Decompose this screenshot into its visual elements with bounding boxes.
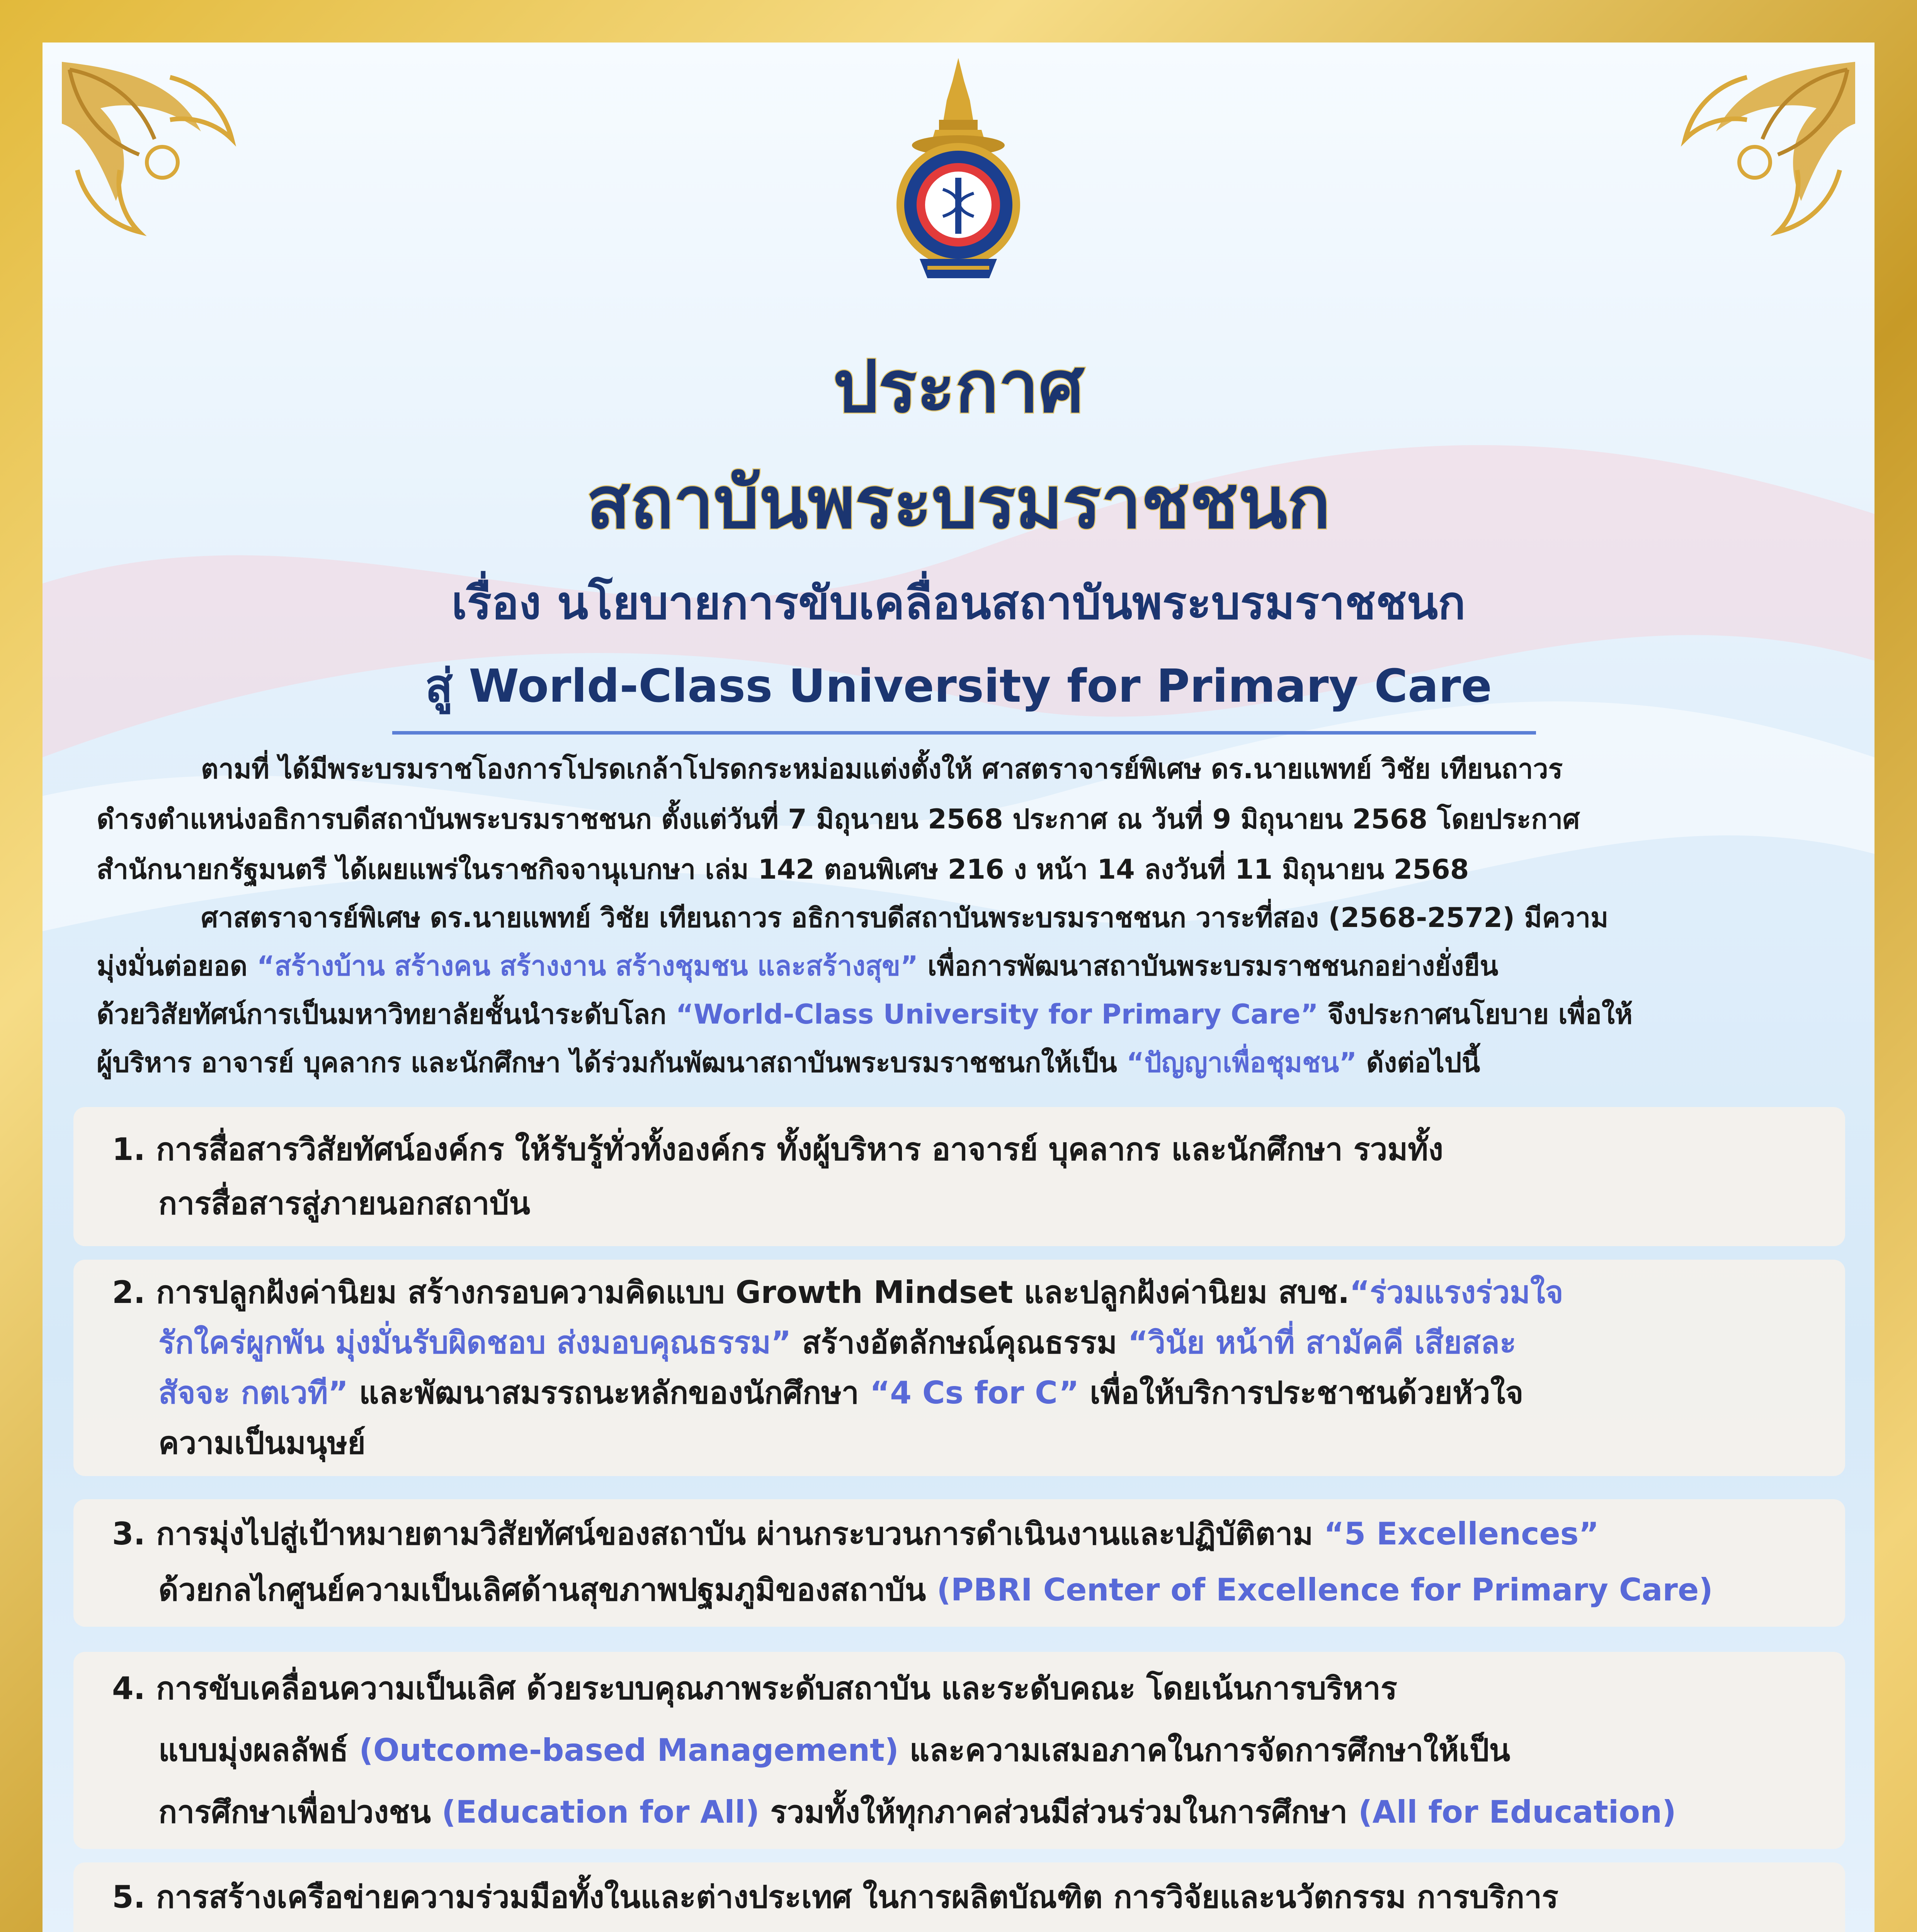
intro-line: สำนักนายกรัฐมนตรี ได้เผยแพร่ในราชกิจจานุเบกษา เล่ม 142 ตอนพิเศษ 216 ง หน้า 14 ลงวันที่ 11 มิถุนายน 2568: [97, 854, 1469, 885]
policy-item-1: [73, 1107, 1845, 1246]
policy-highlight: “ร่วมแรงร่วมใจ: [1349, 1274, 1563, 1310]
policy-line: [158, 1569, 1878, 1611]
policy-text: เพื่อให้บริการประชาชนด้วยหัวใจ: [1079, 1375, 1524, 1411]
policy-highlight: (All for Education): [1358, 1794, 1676, 1830]
policy-text: รวมทั้งให้ทุกภาคส่วนมีส่วนร่วมในการศึกษา: [759, 1794, 1359, 1830]
policy-text: แบบมุ่งผลลัพธ์: [158, 1732, 359, 1768]
policy-text: สร้างอัตลักษณ์คุณธรรม: [791, 1325, 1128, 1361]
intro-line: [97, 997, 1835, 1032]
policy-line: [112, 1513, 1832, 1555]
policy-text: การศึกษาเพื่อปวงชน: [158, 1794, 442, 1830]
policy-line: [112, 1271, 1832, 1314]
intro-highlight: “สร้างบ้าน สร้างคน สร้างงาน สร้างชุมชน และสร้างสุข”: [257, 950, 919, 982]
policy-item-4: [73, 1652, 1845, 1849]
subject-line-1: เรื่อง นโยบายการขับเคลื่อนสถาบันพระบรมราชชนก: [451, 576, 1466, 629]
policy-text: และพัฒนาสมรรถนะหลักของนักศึกษา: [348, 1375, 870, 1411]
intro-text: จึงประกาศนโยบาย เพื่อให้: [1318, 998, 1633, 1030]
policy-text: และความเสมอภาคในการจัดการศึกษาให้เป็น: [898, 1732, 1510, 1768]
intro-line: ดำรงตำแหน่งอธิการบดีสถาบันพระบรมราชชนก ตั้งแต่วันที่ 7 มิถุนายน 2568 ประกาศ ณ วันที่ 9 มิถุนายน 2568 โดยประกาศ: [97, 803, 1580, 835]
policy-item-3: [73, 1499, 1845, 1627]
policy-line: [158, 1372, 1878, 1414]
policy-item-5: [73, 1862, 1845, 1932]
intro-line: ศาสตราจารย์พิเศษ ดร.นายแพทย์ วิชัย เทียนถาวร อธิการบดีสถาบันพระบรมราชชนก วาระที่สอง (2568-2572) มีความ: [201, 902, 1609, 934]
ornament-corner-icon: [1647, 54, 1863, 270]
institute-name: สถาบันพระบรมราชชนก: [587, 460, 1330, 544]
intro-highlight: “World-Class University for Primary Care”: [675, 998, 1318, 1030]
intro-text: มุ่งมั่นต่อยอด: [97, 950, 257, 982]
policy-line: ความเป็นมนุษย์: [158, 1425, 366, 1461]
intro-line: [97, 949, 1835, 983]
policy-text: ด้วยกลไกศูนย์ความเป็นเลิศด้านสุขภาพปฐมภูมิของสถาบัน: [158, 1572, 937, 1608]
policy-highlight: สัจจะ กตเวที”: [158, 1375, 349, 1411]
policy-line: [158, 1321, 1878, 1364]
policy-line: 1. การสื่อสารวิสัยทัศน์องค์กร ให้รับรู้ทั่วทั้งองค์กร ทั้งผู้บริหาร อาจารย์ บุคลากร และนักศึกษา รวมทั้ง: [112, 1131, 1444, 1167]
document-title: ประกาศ: [833, 344, 1084, 429]
policy-highlight: “5 Excellences”: [1324, 1516, 1599, 1552]
subject-line-2: สู่ World-Class University for Primary Care: [425, 659, 1492, 713]
policy-highlight: รักใคร่ผูกพัน มุ่งมั่นรับผิดชอบ ส่งมอบคุณธรรม”: [158, 1325, 791, 1361]
intro-text: ผู้บริหาร อาจารย์ บุคลากร และนักศึกษา ได้ร่วมกันพัฒนาสถาบันพระบรมราชชนกให้เป็น: [97, 1047, 1127, 1078]
intro-line: [97, 1045, 1835, 1080]
institute-emblem-icon: [877, 54, 1039, 294]
intro-highlight: “ปัญญาเพื่อชุมชน”: [1126, 1047, 1357, 1078]
policy-line: 4. การขับเคลื่อนความเป็นเลิศ ด้วยระบบคุณภาพระดับสถาบัน และระดับคณะ โดยเน้นการบริหาร: [112, 1670, 1397, 1706]
policy-text: 2. การปลูกฝังค่านิยม สร้างกรอบความคิดแบบ Growth Mindset และปลูกฝังค่านิยม สบช.: [112, 1274, 1350, 1310]
policy-line: การสื่อสารสู่ภายนอกสถาบัน: [158, 1185, 531, 1221]
policy-highlight: “4 Cs for C”: [869, 1375, 1079, 1411]
intro-text: ดังต่อไปนี้: [1357, 1047, 1480, 1078]
policy-line: [158, 1729, 1878, 1772]
policy-item-2: [73, 1260, 1845, 1476]
policy-line: [158, 1791, 1878, 1833]
policy-text: 3. การมุ่งไปสู่เป้าหมายตามวิสัยทัศน์ของสถาบัน ผ่านกระบวนการดำเนินงานและปฏิบัติตาม: [112, 1516, 1324, 1552]
policy-highlight: (Outcome-based Management): [359, 1732, 899, 1768]
policy-highlight: “วินัย หน้าที่ สามัคคี เสียสละ: [1128, 1325, 1516, 1361]
intro-text: เพื่อการพัฒนาสถาบันพระบรมราชชนกอย่างยั่งยืน: [918, 950, 1499, 982]
document-background: [43, 43, 1874, 1932]
title-underline: [392, 731, 1536, 735]
intro-text: ด้วยวิสัยทัศน์การเป็นมหาวิทยาลัยชั้นนำระดับโลก: [97, 998, 676, 1030]
policy-highlight: (PBRI Center of Excellence for Primary Care): [937, 1572, 1713, 1608]
policy-line: 5. การสร้างเครือข่ายความร่วมมือทั้งในและต่างประเทศ ในการผลิตบัณฑิต การวิจัยและนวัตกรรม การบริการ: [112, 1879, 1558, 1915]
ornament-corner-icon: [54, 54, 270, 270]
intro-line: ตามที่ ได้มีพระบรมราชโองการโปรดเกล้าโปรดกระหม่อมแต่งตั้งให้ ศาสตราจารย์พิเศษ ดร.นายแพทย์ วิชัย เทียนถาวร: [201, 753, 1563, 785]
policy-highlight: (Education for All): [441, 1794, 760, 1830]
